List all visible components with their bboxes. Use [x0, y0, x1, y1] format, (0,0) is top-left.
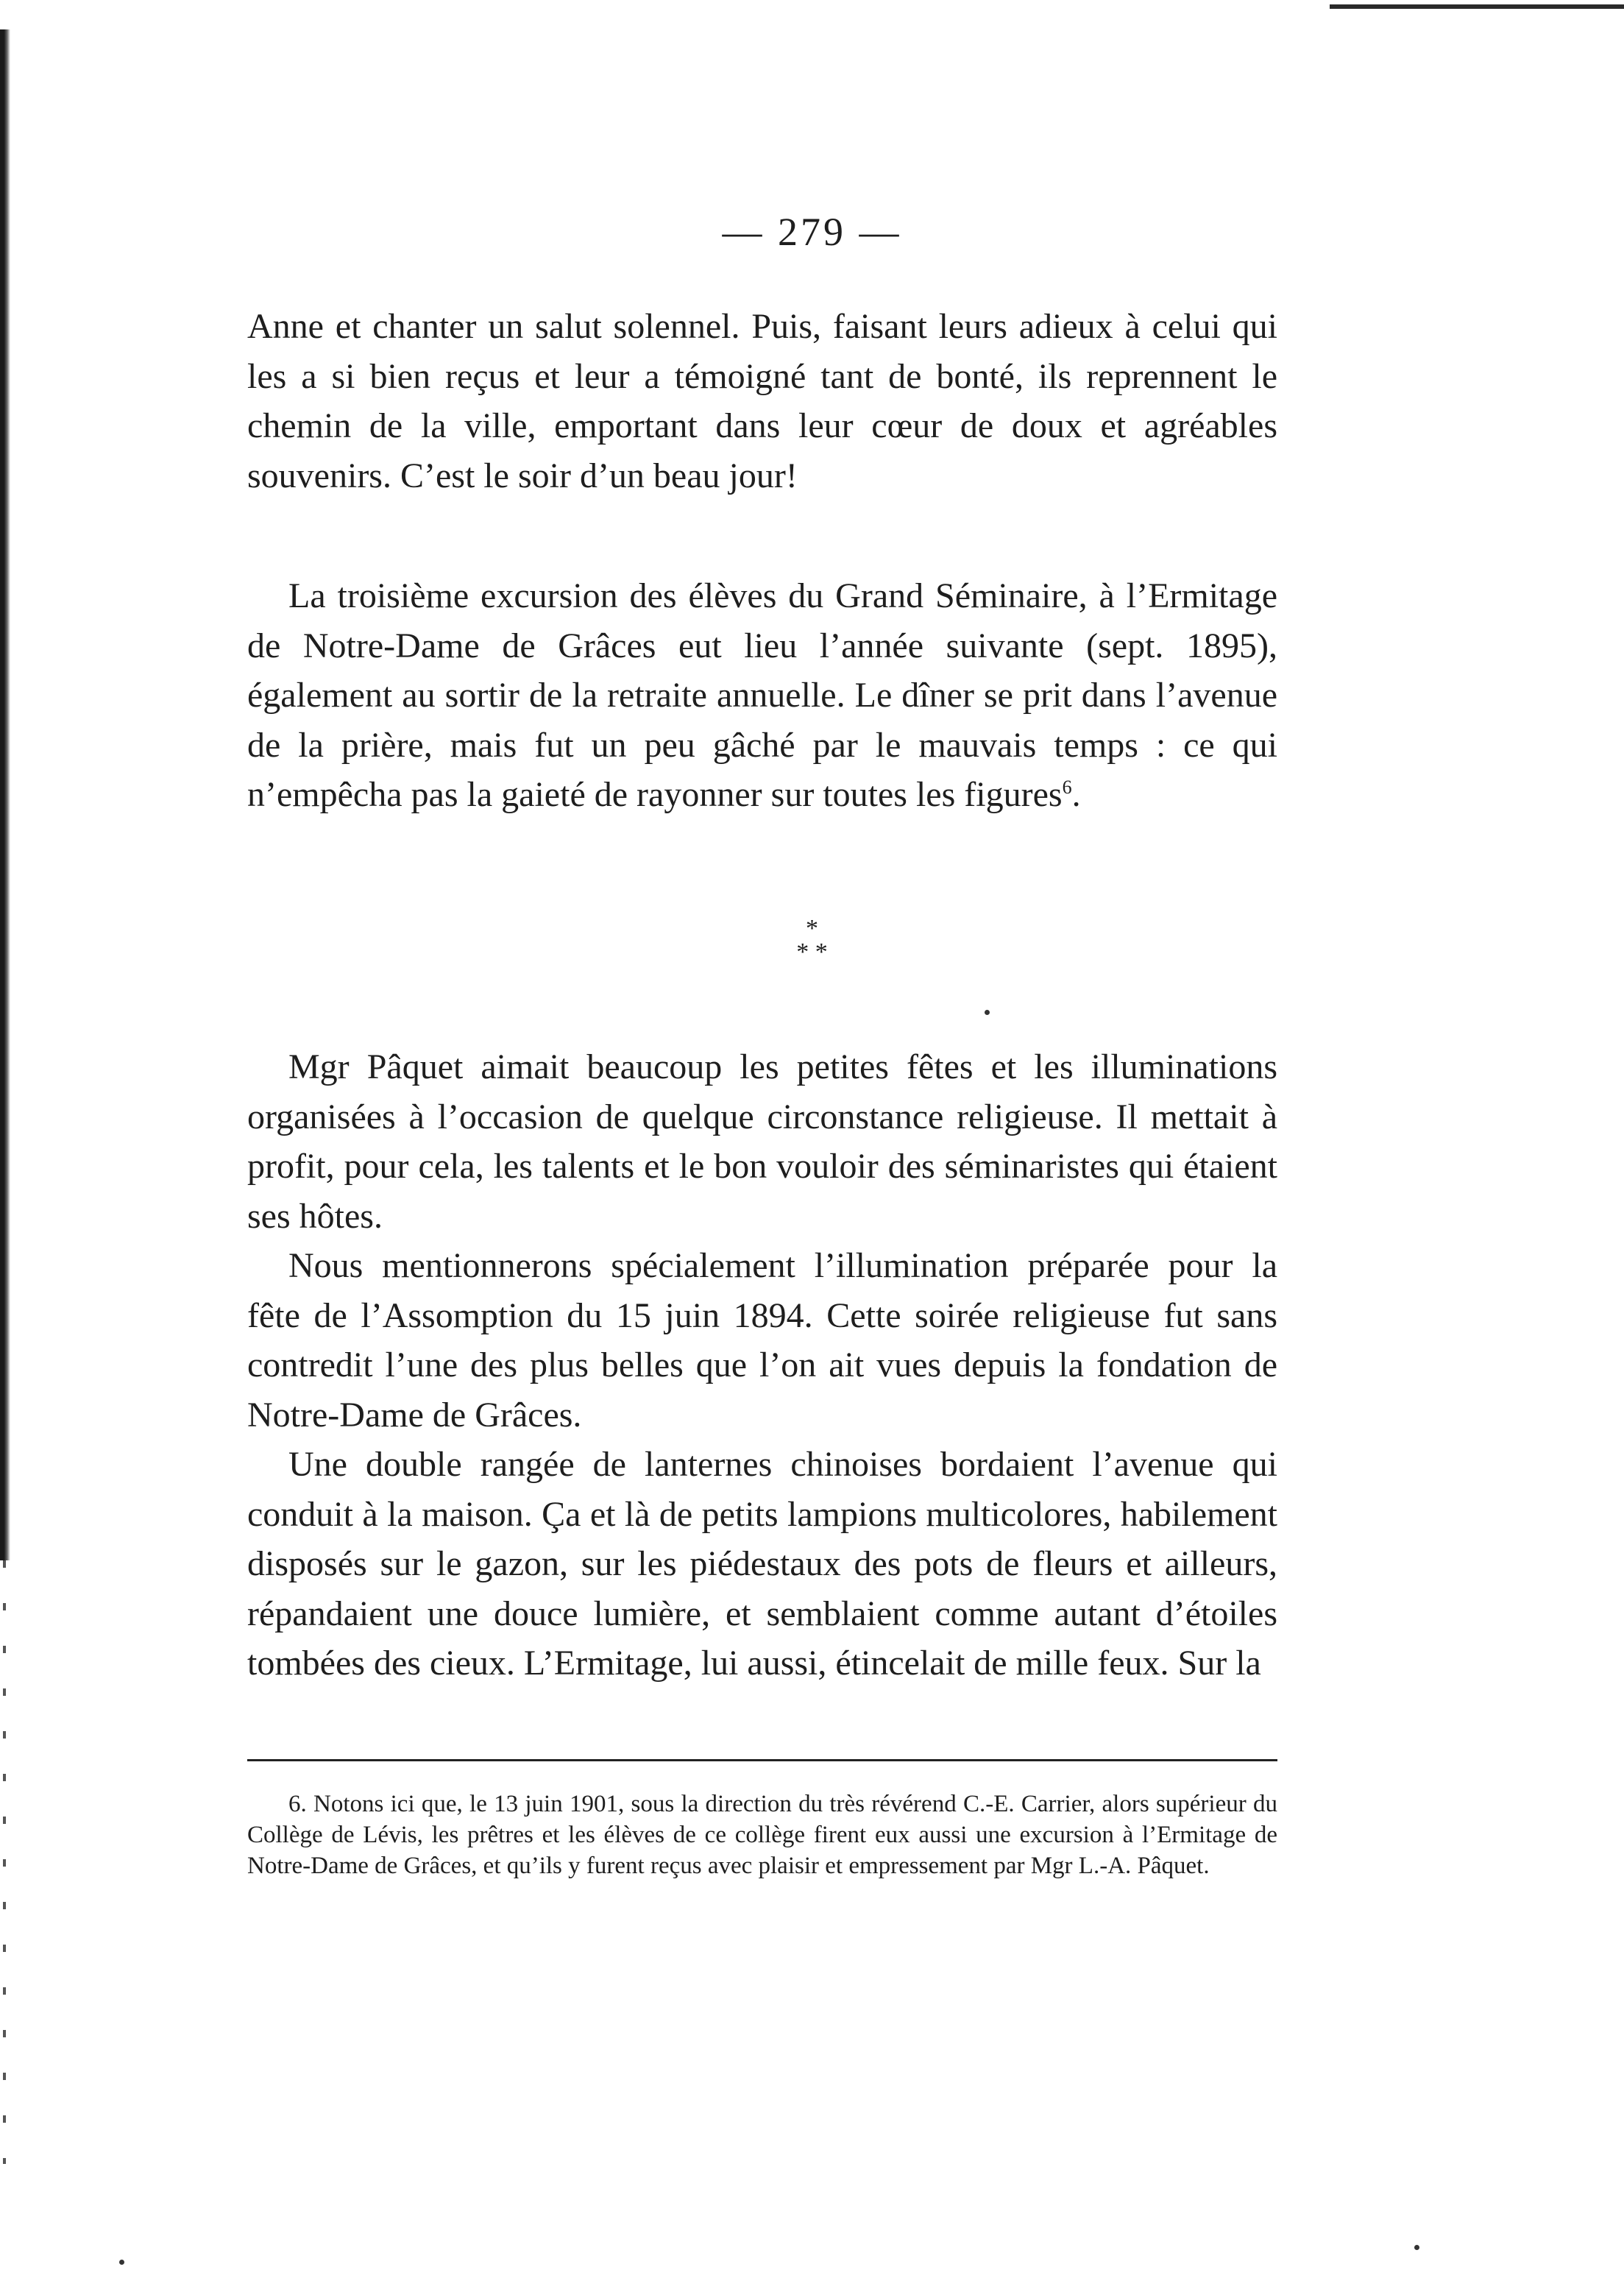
footnote: 6. Notons ici que, le 13 juin 1901, sous la direction du très révérend C.-E. Carrier, alors supérieur du Collège de Lévis, les prêtres et les élèves de ce collège firent eux aussi une excursion à l’Ermitage de Notre-Dame de Grâces, et qu’ils y furent reçus avec plaisir et empressement par Mgr L.-A. Pâquet. — [247, 1791, 1277, 1879]
paragraph: Nous mentionnerons spécialement l’illumination préparée pour la fête de l’Assomption du 15 juin 1894. Cette soirée religieuse fut sans contredit l’une des plus belles que l’on ait vues depuis la fondation de Notre-Dame de Grâces. — [247, 1246, 1277, 1435]
text-block-main — [247, 1042, 1277, 1688]
scan-speck — [985, 1010, 990, 1015]
paragraph: Une double rangée de lanternes chinoises bordaient l’avenue qui conduit à la maison. Ça et là de petits lampions multicolores, habilement disposés sur le gazon, sur les piédestaux des pots de fleurs et ailleurs, répandaient une douce lumière, et semblaient comme autant d’étoiles tombées des cieux. L’Ermitage, lui aussi, étincelait de mille feux. Sur la — [247, 1445, 1277, 1683]
paragraph: Mgr Pâquet aimait beaucoup les petites fêtes et les illuminations organisées à l’occasion de quelque circonstance religieuse. Il mettait à profit, pour cela, les talents et le bon vouloir des séminaristes qui étaient ses hôtes. — [247, 1047, 1277, 1236]
scan-speck — [119, 2260, 124, 2265]
paragraph — [247, 571, 1277, 820]
scan-top-rule — [1330, 4, 1624, 9]
scan-edge-dots — [3, 1560, 6, 2164]
text-block-second — [247, 571, 1277, 820]
scan-edge-shadow — [0, 29, 10, 1560]
paragraph: Anne et chanter un salut solennel. Puis, faisant leurs adieux à celui qui les a si bien reçus et leur a témoigné tant de bonté, ils reprennent le chemin de la ville, emportant dans leur cœur de doux et agréables souvenirs. C’est le soir d’un beau jour! — [247, 307, 1277, 495]
paragraph-end: . — [1071, 775, 1081, 814]
footnote-rule — [247, 1759, 1277, 1761]
page-number: — 279 — — [722, 210, 902, 254]
asterism-separator — [0, 917, 1624, 964]
paragraph-text: La troisième excursion des élèves du Grand Séminaire, à l’Ermitage de Notre-Dame de Grâces eut lieu l’année suivante (sept. 1895), également au sortir de la retraite annuelle. Le dîner se prit dans l’avenue de la prière, mais fut un peu gâché par le mauvais temps : ce qui n’empêcha pas la gaieté de rayonner sur toutes les figures — [247, 576, 1277, 814]
asterism-top: * — [806, 915, 818, 942]
scan-speck — [1414, 2245, 1419, 2250]
footnote-reference: 6 — [1062, 777, 1072, 798]
asterism-bottom: * * — [796, 938, 828, 966]
text-block-top — [247, 302, 1277, 501]
